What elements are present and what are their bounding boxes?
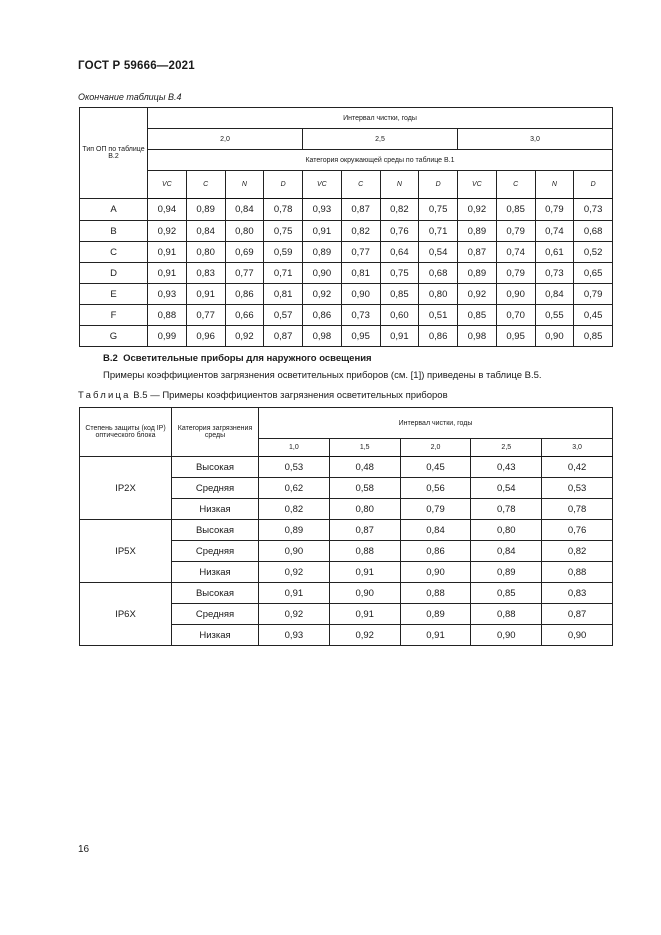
value-cell: 0,88	[542, 562, 613, 583]
interval-cell: 2,5	[303, 129, 458, 150]
value-cell: 0,99	[148, 326, 187, 347]
category-cell: Низкая	[172, 562, 259, 583]
value-cell: 0,77	[341, 242, 380, 263]
page-number: 16	[78, 844, 90, 855]
value-cell: 0,89	[259, 520, 330, 541]
caption-text: — Примеры коэффициентов загрязнения осветительных приборов	[150, 390, 448, 401]
section-title-text: Осветительные приборы для наружного освещения	[123, 353, 372, 364]
value-cell: 0,98	[303, 326, 342, 347]
value-cell: 0,86	[419, 326, 458, 347]
category-cell: Низкая	[172, 625, 259, 646]
value-cell: 0,90	[303, 263, 342, 284]
value-cell: 0,81	[341, 263, 380, 284]
value-cell: 0,91	[329, 604, 400, 625]
value-cell: 0,80	[186, 242, 225, 263]
value-cell: 0,86	[225, 284, 264, 305]
interval-cell: 3,0	[458, 129, 613, 150]
value-cell: 0,92	[303, 284, 342, 305]
value-cell: 0,84	[225, 199, 264, 221]
category-cell: VC	[458, 171, 497, 199]
section-b2-text: Примеры коэффициентов загрязнения осветительных приборов (см. [1]) приведены в таблице В.5.	[103, 370, 542, 381]
value-cell: 0,91	[400, 625, 471, 646]
value-cell: 0,96	[186, 326, 225, 347]
value-cell: 0,89	[471, 562, 542, 583]
value-cell: 0,80	[471, 520, 542, 541]
value-cell: 0,79	[496, 221, 535, 242]
value-cell: 0,82	[542, 541, 613, 562]
interval-cell: 3,0	[542, 439, 613, 457]
category-cell: Средняя	[172, 541, 259, 562]
value-cell: 0,78	[264, 199, 303, 221]
value-cell: 0,74	[535, 221, 574, 242]
value-cell: 0,89	[303, 242, 342, 263]
interval-cell: 2,0	[400, 439, 471, 457]
value-cell: 0,91	[148, 263, 187, 284]
row-type-cell: B	[80, 221, 148, 242]
ip-group-cell: IP6X	[80, 583, 172, 646]
interval-cell: 1,0	[259, 439, 330, 457]
caption-number: В.5	[133, 390, 148, 401]
value-cell: 0,90	[542, 625, 613, 646]
value-cell: 0,78	[471, 499, 542, 520]
value-cell: 0,88	[329, 541, 400, 562]
row-type-cell: F	[80, 305, 148, 326]
value-cell: 0,87	[341, 199, 380, 221]
category-cell: N	[535, 171, 574, 199]
value-cell: 0,84	[400, 520, 471, 541]
value-cell: 0,70	[496, 305, 535, 326]
value-cell: 0,93	[303, 199, 342, 221]
value-cell: 0,62	[259, 478, 330, 499]
value-cell: 0,69	[225, 242, 264, 263]
value-cell: 0,79	[535, 199, 574, 221]
value-cell: 0,82	[341, 221, 380, 242]
value-cell: 0,76	[542, 520, 613, 541]
value-cell: 0,87	[264, 326, 303, 347]
value-cell: 0,84	[471, 541, 542, 562]
value-cell: 0,75	[419, 199, 458, 221]
table-row	[80, 305, 613, 326]
value-cell: 0,60	[380, 305, 419, 326]
value-cell: 0,65	[574, 263, 613, 284]
value-cell: 0,79	[574, 284, 613, 305]
value-cell: 0,89	[186, 199, 225, 221]
value-cell: 0,83	[186, 263, 225, 284]
value-cell: 0,89	[400, 604, 471, 625]
value-cell: 0,80	[419, 284, 458, 305]
category-column-header: Категория загрязнения среды	[172, 408, 259, 457]
value-cell: 0,91	[186, 284, 225, 305]
value-cell: 0,92	[458, 199, 497, 221]
value-cell: 0,92	[458, 284, 497, 305]
value-cell: 0,90	[341, 284, 380, 305]
table-b4-caption: Окончание таблицы В.4	[78, 92, 182, 102]
value-cell: 0,43	[471, 457, 542, 478]
value-cell: 0,73	[341, 305, 380, 326]
value-cell: 0,55	[535, 305, 574, 326]
value-cell: 0,91	[329, 562, 400, 583]
value-cell: 0,45	[574, 305, 613, 326]
value-cell: 0,73	[574, 199, 613, 221]
value-cell: 0,90	[259, 541, 330, 562]
value-cell: 0,90	[400, 562, 471, 583]
value-cell: 0,86	[400, 541, 471, 562]
value-cell: 0,68	[419, 263, 458, 284]
category-cell: Высокая	[172, 520, 259, 541]
value-cell: 0,89	[458, 221, 497, 242]
value-cell: 0,52	[574, 242, 613, 263]
value-cell: 0,88	[400, 583, 471, 604]
category-cell: Высокая	[172, 457, 259, 478]
category-header: Категория окружающей среды по таблице В.1	[148, 150, 613, 171]
table-row	[80, 221, 613, 242]
category-cell: D	[264, 171, 303, 199]
value-cell: 0,53	[259, 457, 330, 478]
value-cell: 0,57	[264, 305, 303, 326]
value-cell: 0,92	[259, 562, 330, 583]
interval-cell: 1,5	[329, 439, 400, 457]
table-row	[80, 199, 613, 221]
value-cell: 0,77	[186, 305, 225, 326]
row-type-cell: C	[80, 242, 148, 263]
table-b5	[79, 407, 613, 646]
value-cell: 0,42	[542, 457, 613, 478]
value-cell: 0,59	[264, 242, 303, 263]
value-cell: 0,64	[380, 242, 419, 263]
value-cell: 0,87	[329, 520, 400, 541]
category-cell: N	[380, 171, 419, 199]
value-cell: 0,71	[264, 263, 303, 284]
category-cell: VC	[148, 171, 187, 199]
value-cell: 0,58	[329, 478, 400, 499]
interval-cell: 2,5	[471, 439, 542, 457]
value-cell: 0,48	[329, 457, 400, 478]
ip-group-cell: IP2X	[80, 457, 172, 520]
category-cell: Низкая	[172, 499, 259, 520]
value-cell: 0,54	[419, 242, 458, 263]
category-cell: N	[225, 171, 264, 199]
value-cell: 0,92	[329, 625, 400, 646]
value-cell: 0,51	[419, 305, 458, 326]
value-cell: 0,87	[458, 242, 497, 263]
table-row	[80, 242, 613, 263]
table-row	[80, 326, 613, 347]
value-cell: 0,92	[225, 326, 264, 347]
type-column-header: Тип ОП по таблице В.2	[80, 108, 148, 199]
value-cell: 0,90	[535, 326, 574, 347]
ip-group-cell: IP5X	[80, 520, 172, 583]
value-cell: 0,90	[496, 284, 535, 305]
table-row	[80, 520, 613, 541]
value-cell: 0,80	[225, 221, 264, 242]
value-cell: 0,93	[148, 284, 187, 305]
value-cell: 0,74	[496, 242, 535, 263]
value-cell: 0,81	[264, 284, 303, 305]
row-type-cell: G	[80, 326, 148, 347]
row-type-cell: A	[80, 199, 148, 221]
value-cell: 0,77	[225, 263, 264, 284]
value-cell: 0,56	[400, 478, 471, 499]
value-cell: 0,73	[535, 263, 574, 284]
value-cell: 0,95	[341, 326, 380, 347]
value-cell: 0,93	[259, 625, 330, 646]
value-cell: 0,91	[259, 583, 330, 604]
document-header: ГОСТ Р 59666—2021	[78, 60, 195, 72]
value-cell: 0,80	[329, 499, 400, 520]
value-cell: 0,66	[225, 305, 264, 326]
value-cell: 0,53	[542, 478, 613, 499]
value-cell: 0,84	[535, 284, 574, 305]
value-cell: 0,82	[259, 499, 330, 520]
interval-header: Интервал чистки, годы	[259, 408, 613, 439]
value-cell: 0,90	[329, 583, 400, 604]
value-cell: 0,85	[458, 305, 497, 326]
value-cell: 0,91	[148, 242, 187, 263]
value-cell: 0,79	[496, 263, 535, 284]
category-cell: D	[574, 171, 613, 199]
value-cell: 0,78	[542, 499, 613, 520]
value-cell: 0,83	[542, 583, 613, 604]
value-cell: 0,88	[471, 604, 542, 625]
interval-cell: 2,0	[148, 129, 303, 150]
value-cell: 0,85	[496, 199, 535, 221]
value-cell: 0,76	[380, 221, 419, 242]
value-cell: 0,75	[380, 263, 419, 284]
value-cell: 0,54	[471, 478, 542, 499]
category-cell: VC	[303, 171, 342, 199]
value-cell: 0,45	[400, 457, 471, 478]
table-b4	[79, 107, 613, 347]
value-cell: 0,85	[380, 284, 419, 305]
category-cell: Средняя	[172, 604, 259, 625]
table-row	[80, 284, 613, 305]
value-cell: 0,75	[264, 221, 303, 242]
table-b5-caption	[78, 390, 448, 401]
value-cell: 0,91	[380, 326, 419, 347]
value-cell: 0,84	[186, 221, 225, 242]
value-cell: 0,98	[458, 326, 497, 347]
value-cell: 0,88	[148, 305, 187, 326]
category-cell: Высокая	[172, 583, 259, 604]
value-cell: 0,85	[574, 326, 613, 347]
category-cell: D	[419, 171, 458, 199]
table-row	[80, 583, 613, 604]
category-cell: C	[186, 171, 225, 199]
value-cell: 0,86	[303, 305, 342, 326]
value-cell: 0,79	[400, 499, 471, 520]
table-row	[80, 263, 613, 284]
table-row	[80, 457, 613, 478]
value-cell: 0,82	[380, 199, 419, 221]
value-cell: 0,89	[458, 263, 497, 284]
value-cell: 0,92	[148, 221, 187, 242]
section-b2-title	[103, 353, 372, 364]
caption-label: Таблица	[78, 390, 131, 401]
value-cell: 0,87	[542, 604, 613, 625]
value-cell: 0,91	[303, 221, 342, 242]
section-number: В.2	[103, 353, 118, 364]
value-cell: 0,92	[259, 604, 330, 625]
value-cell: 0,68	[574, 221, 613, 242]
ip-column-header: Степень защиты (код IP) оптического блока	[80, 408, 172, 457]
value-cell: 0,95	[496, 326, 535, 347]
value-cell: 0,90	[471, 625, 542, 646]
value-cell: 0,61	[535, 242, 574, 263]
category-cell: Средняя	[172, 478, 259, 499]
category-cell: C	[496, 171, 535, 199]
interval-header: Интервал чистки, годы	[148, 108, 613, 129]
row-type-cell: E	[80, 284, 148, 305]
value-cell: 0,94	[148, 199, 187, 221]
value-cell: 0,71	[419, 221, 458, 242]
category-cell: C	[341, 171, 380, 199]
row-type-cell: D	[80, 263, 148, 284]
value-cell: 0,85	[471, 583, 542, 604]
